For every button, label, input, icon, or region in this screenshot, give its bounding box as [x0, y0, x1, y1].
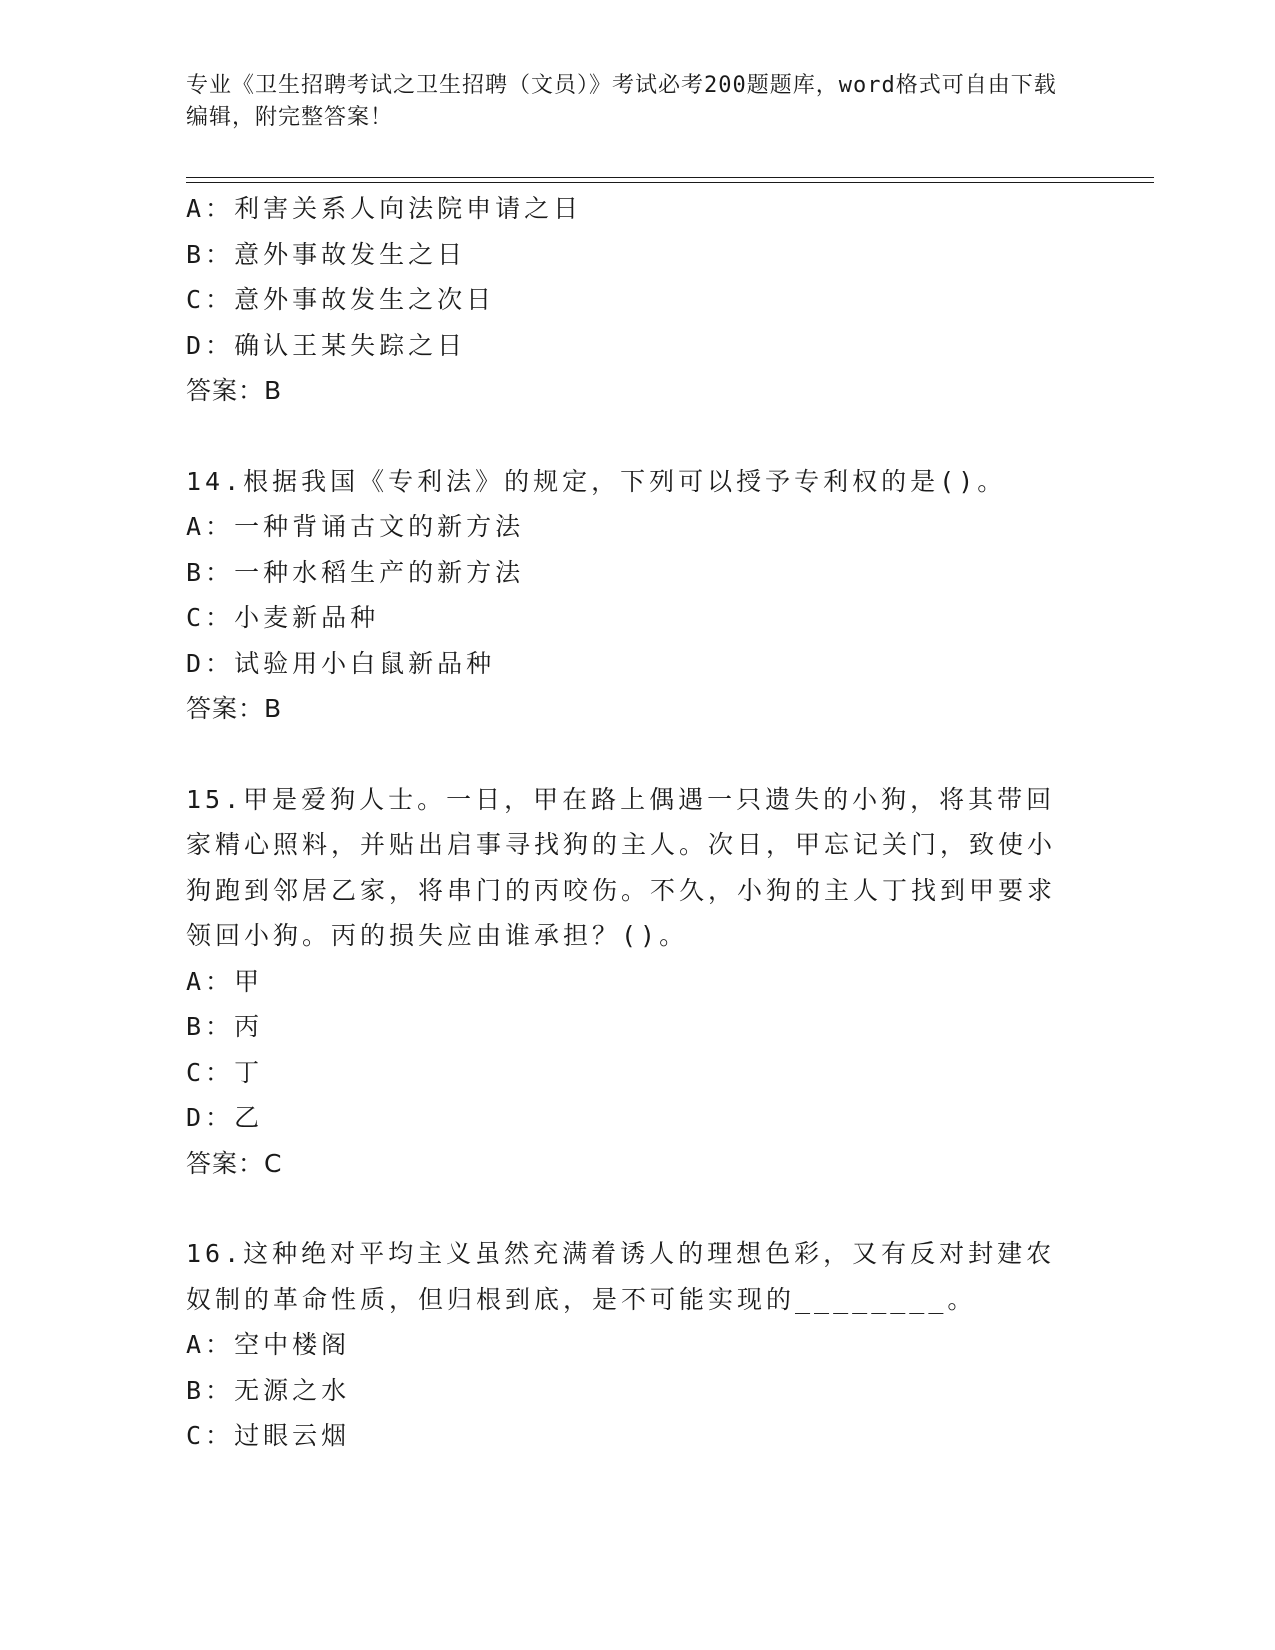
- document-header: 专业《卫生招聘考试之卫生招聘（文员）》考试必考200题题库，word格式可自由下载编辑，附完整答案！: [186, 73, 1057, 130]
- option-c: [186, 277, 1086, 323]
- option-d: [186, 323, 1086, 369]
- option-key: D：: [186, 648, 235, 678]
- header-rule-bottom: [186, 182, 1154, 183]
- question-13: [186, 186, 1086, 414]
- option-key: B：: [186, 1012, 235, 1041]
- option-key: D：: [186, 1103, 235, 1132]
- option-key: B：: [186, 1375, 235, 1405]
- option-c: [186, 1413, 1086, 1459]
- option-key: A：: [186, 966, 235, 996]
- spacer: [186, 414, 1086, 459]
- question-16: [186, 1231, 1086, 1459]
- option-key: C：: [186, 1057, 235, 1087]
- option-a: [186, 504, 1086, 550]
- option-b: [186, 232, 1086, 278]
- option-text: 丙: [234, 1012, 264, 1041]
- question-list: [186, 186, 1086, 1459]
- question-stem: 16.这种绝对平均主义虽然充满着诱人的理想色彩，又有反对封建农奴制的革命性质，但归根到底，是不可能实现的________。: [186, 1239, 1056, 1314]
- option-text: 意外事故发生之日: [234, 239, 467, 269]
- option-text: 利害关系人向法院申请之日: [234, 194, 583, 223]
- option-c: [186, 595, 1086, 641]
- option-text: 乙: [234, 1103, 264, 1132]
- option-a: [186, 186, 1086, 232]
- option-text: 试验用小白鼠新品种: [234, 648, 496, 678]
- option-d: [186, 641, 1086, 687]
- question-14: [186, 459, 1086, 732]
- option-key: B：: [186, 557, 235, 587]
- question-stem: 15.甲是爱狗人士。一日，甲在路上偶遇一只遗失的小狗，将其带回家精心照料，并贴出启事寻找狗的主人。次日，甲忘记关门，致使小狗跑到邻居乙家，将串门的丙咬伤。不久，小狗的主人丁找到甲要求领回小狗。丙的损失应由谁承担？()。: [186, 784, 1057, 950]
- option-text: 甲: [234, 966, 264, 996]
- option-text: 过眼云烟: [234, 1421, 351, 1450]
- option-text: 意外事故发生之次日: [234, 285, 496, 314]
- answer-line: 答案：B: [186, 694, 283, 723]
- question-15: [186, 777, 1086, 1187]
- option-text: 一种背诵古文的新方法: [234, 512, 525, 541]
- option-key: A：: [186, 1330, 235, 1359]
- option-b: [186, 1368, 1086, 1414]
- option-text: 丁: [234, 1057, 264, 1087]
- option-key: D：: [186, 330, 235, 360]
- option-b: [186, 550, 1086, 596]
- option-a: [186, 959, 1086, 1005]
- option-text: 小麦新品种: [234, 603, 380, 632]
- option-key: B：: [186, 239, 235, 269]
- option-text: 一种水稻生产的新方法: [234, 557, 525, 587]
- option-text: 无源之水: [234, 1375, 351, 1405]
- option-d: [186, 1095, 1086, 1141]
- answer-line: 答案：B: [186, 376, 283, 405]
- header-rule-top: [186, 177, 1154, 178]
- option-text: 空中楼阁: [234, 1330, 351, 1359]
- answer-line: 答案：C: [186, 1148, 283, 1178]
- option-key: A：: [186, 512, 235, 541]
- spacer: [186, 732, 1086, 777]
- option-a: [186, 1322, 1086, 1368]
- option-key: C：: [186, 285, 235, 314]
- option-key: C：: [186, 603, 235, 632]
- option-key: C：: [186, 1421, 235, 1450]
- option-b: [186, 1004, 1086, 1050]
- spacer: [186, 1186, 1086, 1231]
- option-c: [186, 1050, 1086, 1096]
- option-text: 确认王某失踪之日: [234, 330, 467, 360]
- option-key: A：: [186, 194, 235, 223]
- question-stem: 14.根据我国《专利法》的规定，下列可以授予专利权的是()。: [186, 466, 1007, 496]
